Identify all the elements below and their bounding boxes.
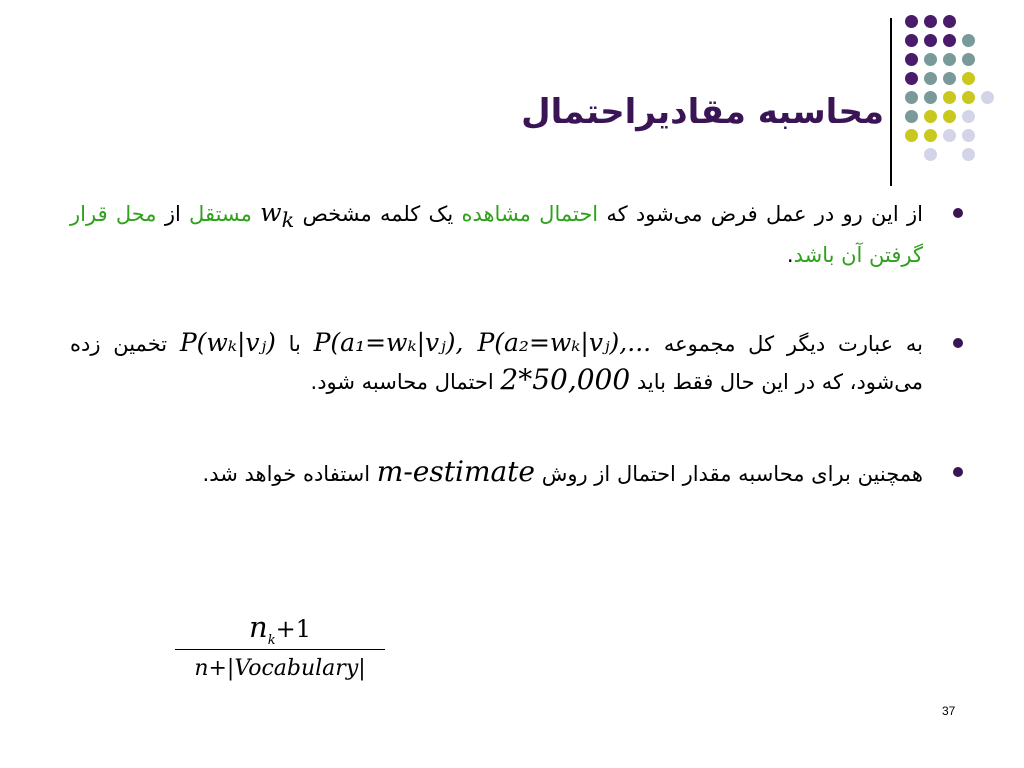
decorative-dot	[905, 72, 918, 85]
bullet1-period: .	[786, 243, 794, 267]
decorative-dot	[962, 72, 975, 85]
bullet1-highlight-independent: مستقل	[189, 202, 252, 226]
decorative-dot	[962, 110, 975, 123]
decorative-dot	[943, 15, 956, 28]
slide-content	[70, 195, 963, 492]
math-p-wk-vj: P(wₖ|vⱼ)	[179, 328, 276, 357]
decorative-dot	[943, 72, 956, 85]
bullet3-text-2: استفاده خواهد شد.	[202, 462, 371, 486]
m-estimate-formula	[175, 608, 385, 684]
decorative-dot-grid	[905, 15, 1005, 165]
page-number: 37	[942, 704, 956, 718]
bullet-item-m-estimate	[70, 454, 963, 492]
decorative-dot	[943, 129, 956, 142]
decorative-dot	[905, 34, 918, 47]
bullet-item-estimation	[70, 325, 963, 400]
bullet1-text-3: از	[164, 202, 181, 226]
decorative-dot	[962, 129, 975, 142]
bullet1-text-2: یک کلمه مشخص	[302, 202, 454, 226]
decorative-dot	[905, 91, 918, 104]
decorative-dot	[962, 53, 975, 66]
decorative-dot	[924, 148, 937, 161]
bullet2-text-2: تخمین زده می‌شود، که در این حال فقط باید	[70, 332, 923, 394]
bullet-marker	[953, 338, 963, 348]
bullet1-highlight-position: محل قرار گرفتن آن باشد	[70, 202, 923, 267]
decorative-dot	[924, 110, 937, 123]
math-count: 2*50,000	[500, 363, 631, 396]
decorative-dot	[924, 129, 937, 142]
bullet1-text-1: از این رو در عمل فرض می‌شود که	[606, 202, 923, 226]
fraction-bar	[175, 649, 385, 650]
decorative-dot	[962, 91, 975, 104]
decorative-dot	[905, 129, 918, 142]
decorative-dot	[924, 72, 937, 85]
decorative-dot	[924, 53, 937, 66]
math-probability-set: P(a₁=wₖ|vⱼ), P(a₂=wₖ|vⱼ),...	[313, 328, 652, 357]
decorative-dot	[943, 34, 956, 47]
decorative-dot	[981, 91, 994, 104]
math-m-estimate: m-estimate	[376, 455, 536, 488]
bullet1-highlight-observation-prob: احتمال مشاهده	[461, 202, 599, 226]
decorative-dot	[943, 110, 956, 123]
decorative-dot	[924, 34, 937, 47]
decorative-dot	[905, 15, 918, 28]
bullet-marker	[953, 208, 963, 218]
decorative-dot	[924, 15, 937, 28]
decorative-dot	[924, 91, 937, 104]
decorative-dot	[962, 148, 975, 161]
decorative-dot	[943, 91, 956, 104]
bullet2-text-with: با	[288, 332, 301, 356]
decorative-dot	[905, 110, 918, 123]
decorative-dot	[943, 53, 956, 66]
decorative-dot	[962, 34, 975, 47]
bullet-marker	[953, 467, 963, 477]
formula-numerator: $n_k+1$	[249, 610, 311, 648]
bullet2-text-3: احتمال محاسبه شود.	[310, 370, 494, 394]
math-w-k: $w_k$	[260, 198, 295, 232]
slide-title: محاسبه مقادیراحتمال	[521, 92, 884, 132]
bullet2-text-1: به عبارت دیگر کل مجموعه	[663, 332, 923, 356]
formula-denominator: n+|Vocabulary|	[194, 656, 366, 681]
decorative-dot	[905, 53, 918, 66]
bullet-item-independence	[70, 195, 963, 273]
title-divider-line	[890, 18, 892, 186]
bullet3-text-1: همچنین برای محاسبه مقدار احتمال از روش	[541, 462, 923, 486]
